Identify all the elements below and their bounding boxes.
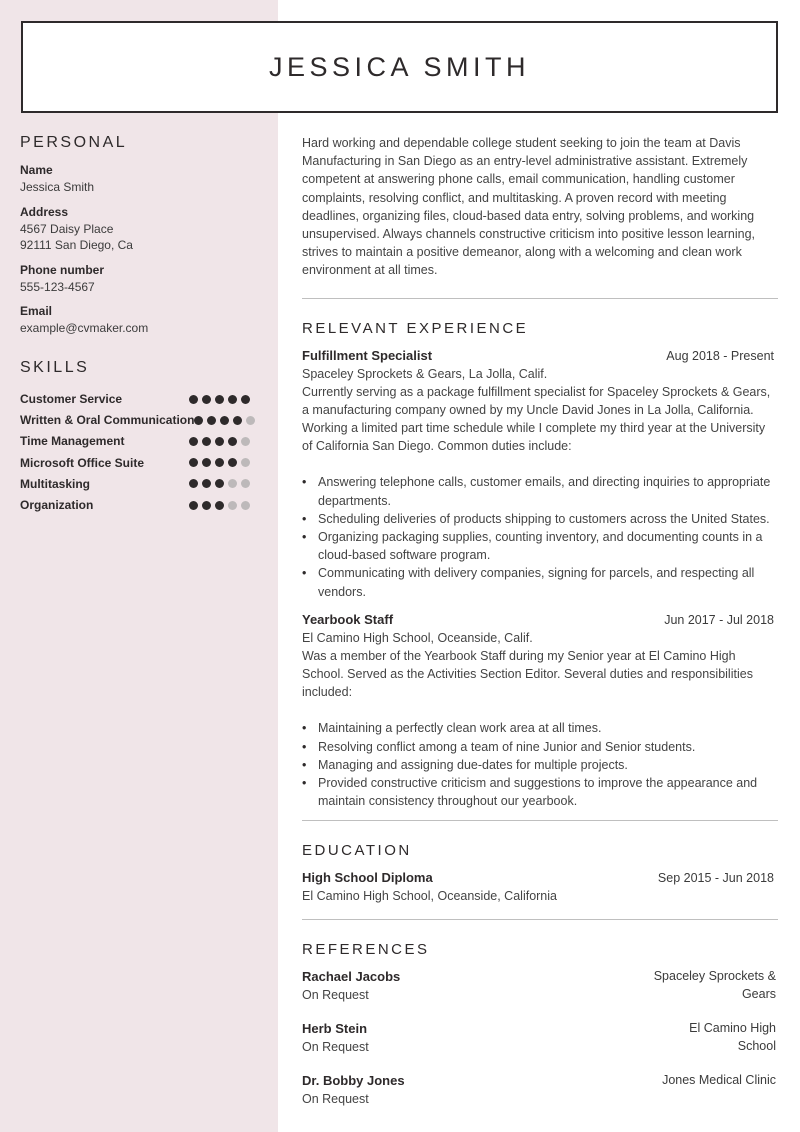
skill-rating — [189, 501, 250, 510]
reference-name: Herb Stein — [302, 1021, 368, 1037]
rating-dot-empty-icon — [228, 501, 237, 510]
reference-contact: On Request — [302, 1040, 369, 1055]
rating-dot-filled-icon — [228, 395, 237, 404]
rating-dot-filled-icon — [189, 395, 198, 404]
experience-heading: RELEVANT EXPERIENCE — [302, 319, 529, 337]
field-label: Name — [20, 163, 53, 177]
reference-organization — [648, 1020, 778, 1056]
rating-dot-filled-icon — [194, 416, 203, 425]
education-list — [302, 869, 778, 905]
skill-name: Multitasking — [20, 476, 91, 491]
duty-item: • Scheduling deliveries of products shipping to customers across the United States. — [302, 510, 778, 528]
candidate-name: JESSICA SMITH — [268, 51, 531, 82]
rating-dot-filled-icon — [202, 501, 211, 510]
job-entry — [302, 347, 778, 601]
rating-dot-filled-icon — [215, 458, 224, 467]
references-list — [302, 968, 778, 1108]
rating-dot-filled-icon — [189, 501, 198, 510]
sidebar — [20, 134, 260, 516]
reference-name: Dr. Bobby Jones — [302, 1073, 405, 1089]
field-value: Jessica Smith — [20, 180, 95, 194]
reference-entry — [302, 1020, 778, 1056]
rating-dot-filled-icon — [215, 437, 224, 446]
field-value: example@cvmaker.com — [20, 321, 149, 335]
rating-dot-filled-icon — [202, 437, 211, 446]
personal-fields — [20, 162, 260, 337]
duty-item: • Maintaining a perfectly clean work area at all times. — [302, 719, 778, 737]
reference-org-line: School — [737, 1038, 776, 1053]
reference-contact: On Request — [302, 988, 369, 1003]
rating-dot-empty-icon — [241, 501, 250, 510]
job-header — [302, 347, 778, 365]
rating-dot-filled-icon — [215, 501, 224, 510]
reference-name: Rachael Jacobs — [302, 969, 401, 985]
name-header — [21, 21, 778, 113]
duty-item: • Resolving conflict among a team of nine Junior and Senior students. — [302, 738, 778, 756]
field-value: 4567 Daisy Place — [20, 221, 114, 236]
reference-person — [302, 1020, 562, 1056]
skill-name: Customer Service — [20, 392, 123, 407]
reference-org-line: El Camino High — [689, 1021, 776, 1036]
experience-divider — [302, 820, 778, 821]
personal-field — [20, 262, 260, 296]
reference-person — [302, 968, 562, 1004]
rating-dot-empty-icon — [228, 479, 237, 488]
skill-name: Organization — [20, 498, 94, 513]
rating-dot-filled-icon — [228, 458, 237, 467]
reference-org-line: Jones Medical Clinic — [662, 1073, 776, 1088]
skill-row — [20, 452, 250, 473]
rating-dot-filled-icon — [220, 416, 229, 425]
job-duties — [302, 719, 778, 810]
rating-dot-filled-icon — [215, 395, 224, 404]
experience-list — [302, 347, 778, 811]
field-label: Email — [20, 304, 53, 318]
skill-rating — [189, 479, 250, 488]
rating-dot-empty-icon — [241, 458, 250, 467]
skill-rating — [189, 437, 250, 446]
rating-dot-filled-icon — [228, 437, 237, 446]
rating-dot-filled-icon — [202, 395, 211, 404]
skill-name: Time Management — [20, 434, 125, 449]
field-label: Phone number — [20, 262, 105, 277]
rating-dot-filled-icon — [241, 395, 250, 404]
field-value: 92111 San Diego, Ca — [20, 238, 133, 252]
skill-row — [20, 473, 250, 494]
job-date: Jun 2017 - Jul 2018 — [664, 612, 774, 627]
rating-dot-filled-icon — [207, 416, 216, 425]
job-duties — [302, 473, 778, 600]
rating-dot-filled-icon — [202, 458, 211, 467]
skill-name: Written & Oral Communication — [20, 413, 195, 428]
education-entry — [302, 869, 778, 905]
job-title: Fulfillment Specialist — [302, 347, 433, 363]
reference-entry — [302, 1072, 778, 1108]
skill-row — [20, 410, 250, 431]
skill-row — [20, 389, 250, 410]
job-description: Was a member of the Yearbook Staff during my Senior year at El Camino High School. Served as the Activities Section Editor. Several duties and responsibilities included: — [302, 648, 753, 700]
rating-dot-filled-icon — [215, 479, 224, 488]
job-entry — [302, 611, 778, 811]
duty-item: • Communicating with delivery companies, signing for parcels, and respecting all vendors. — [302, 564, 778, 600]
main-content — [302, 134, 778, 1124]
job-header — [302, 611, 778, 629]
reference-org-line: Gears — [741, 986, 776, 1001]
personal-field — [20, 303, 260, 337]
education-header — [302, 869, 778, 887]
rating-dot-empty-icon — [246, 416, 255, 425]
reference-organization — [648, 968, 778, 1004]
rating-dot-filled-icon — [202, 479, 211, 488]
rating-dot-filled-icon — [189, 479, 198, 488]
personal-heading: PERSONAL — [20, 134, 128, 151]
skill-rating — [189, 395, 250, 404]
job-description: Currently serving as a package fulfillment specialist for Spaceley Sprockets & Gears, a manufacturing company owned by my Uncle David Jones in La Jolla, California. Working a limited part time schedule while I complete my third year at the University of California San Diego. Common duties include: — [302, 384, 771, 454]
rating-dot-empty-icon — [241, 437, 250, 446]
reference-person — [302, 1072, 562, 1108]
job-title: Yearbook Staff — [302, 611, 394, 627]
skill-rating — [194, 416, 255, 425]
duty-item: • Organizing packaging supplies, counting inventory, and documenting counts in a cloud-based software program. — [302, 528, 778, 564]
duty-item: • Answering telephone calls, customer emails, and directing inquiries to appropriate departments. — [302, 473, 778, 509]
skills-heading: SKILLS — [20, 358, 90, 376]
rating-dot-filled-icon — [189, 437, 198, 446]
skill-row — [20, 431, 250, 452]
school: El Camino High School, Oceanside, California — [302, 889, 557, 904]
education-divider — [302, 919, 778, 920]
reference-entry — [302, 968, 778, 1004]
duty-item: • Managing and assigning due-dates for multiple projects. — [302, 756, 778, 774]
rating-dot-filled-icon — [233, 416, 242, 425]
job-date: Aug 2018 - Present — [666, 348, 774, 363]
skill-name: Microsoft Office Suite — [20, 455, 145, 470]
personal-field — [20, 204, 260, 254]
skill-rating — [189, 458, 250, 467]
job-organization: El Camino High School, Oceanside, Calif. — [302, 630, 533, 645]
profile-summary: Hard working and dependable college student seeking to join the team at Davis Manufacturing in San Diego as an entry-level administrative assistant. Extremely competent at answering phone calls, email communication, handling customer complaints, resolving conflict, and multitasking. A proven record with meeting deadlines, organizing files, cloud-based data entry, solving problems, and working unsupervised. Always channels constructive criticism into positive lesson learning, strives to maintain a positive demeanor, along with a welcoming and clean work environment at all times. — [302, 134, 778, 299]
job-organization: Spaceley Sprockets & Gears, La Jolla, Calif. — [302, 366, 548, 381]
duty-item: • Provided constructive criticism and suggestions to improve the appearance and maintain consistency throughout our yearbook. — [302, 774, 778, 810]
reference-organization — [648, 1072, 778, 1108]
references-heading: REFERENCES — [302, 941, 430, 959]
personal-field — [20, 162, 260, 196]
rating-dot-empty-icon — [241, 479, 250, 488]
reference-contact: On Request — [302, 1092, 369, 1107]
education-date: Sep 2015 - Jun 2018 — [657, 871, 774, 886]
skills-list — [20, 389, 260, 516]
reference-org-line: Spaceley Sprockets & — [653, 969, 776, 984]
degree: High School Diploma — [302, 870, 433, 886]
rating-dot-filled-icon — [189, 458, 198, 467]
field-value: 555-123-4567 — [20, 279, 95, 294]
education-heading: EDUCATION — [302, 842, 412, 860]
skill-row — [20, 494, 250, 515]
field-label: Address — [20, 204, 69, 219]
